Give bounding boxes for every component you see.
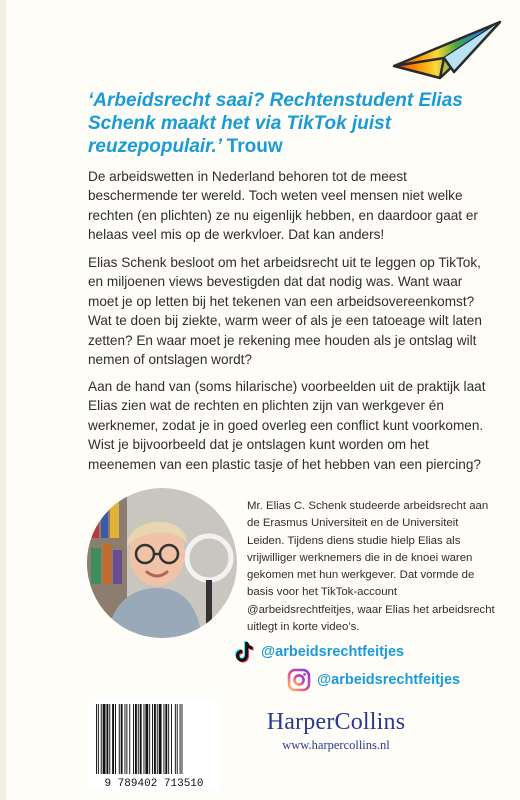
barcode-bar — [140, 704, 142, 774]
blurb-paragraph-3: Aan de hand van (soms hilarische) voorbeelden uit de praktijk laat Elias zien wat de rechten en plichten zijn van werkgever én werknemer, zodat je in goed overleg een conflict kunt voorkomen. Wist je bijvoorbeeld dat je ontslagen kunt worden om het meenemen van een plastic tasje of het hebben van een piercing? — [88, 379, 486, 472]
instagram-handle: @arbeidsrechtfeitjes — [317, 672, 461, 688]
barcode-bar — [115, 704, 116, 774]
paper-plane-rainbow-icon — [388, 8, 508, 88]
blurb-paragraph-1: De arbeidswetten in Nederland behoren tot de meest beschermende ter wereld. Toch weten veel mensen niet welke rechten (en plichten) ze nu eigenlijk hebben, en daardoor gaat er helaas veel mis op de werkvloer. Dat kan anders! — [88, 169, 478, 243]
barcode-bar — [145, 704, 148, 774]
barcode-bar — [157, 704, 158, 774]
quote-text: ‘Arbeidsrecht saai? Rechtenstudent Elias Schenk maakt het via TikTok juist reuzepopulair.’ — [88, 90, 463, 157]
barcode-bar — [96, 704, 97, 774]
publisher-url: www.harpercollins.nl — [282, 738, 390, 752]
author-bio: Mr. Elias C. Schenk studeerde arbeidsrecht aan de Erasmus Universiteit en de Universiteit Leiden. Tijdens diens studie hielp Elias als vrijwilliger werknemers die in de knoei waren gekomen met hun werkgever. Dat vormde de basis voor het TikTok-account @arbeidsrechtfeitjes, waar Elias het arbeidsrecht uitlegt in korte video’s. — [247, 500, 495, 634]
barcode-bar — [182, 704, 183, 774]
barcode-bar — [144, 704, 145, 774]
barcode-bar — [121, 704, 123, 774]
barcode-bar — [112, 704, 114, 774]
barcode-bar — [152, 704, 153, 774]
spine-edge — [0, 0, 6, 800]
barcode-bar — [135, 704, 137, 774]
barcode-bar — [168, 704, 169, 774]
barcode-bar — [159, 704, 162, 774]
barcode-bar — [125, 704, 126, 774]
barcode-bar — [119, 704, 120, 774]
barcode-bar — [103, 704, 106, 774]
isbn-barcode — [88, 700, 220, 790]
barcode-bar — [177, 704, 178, 774]
review-quote — [88, 89, 488, 158]
barcode-bar — [129, 704, 130, 774]
quote-source: Trouw — [226, 136, 283, 157]
instagram-icon — [287, 668, 311, 692]
blurb-paragraph-2: Elias Schenk besloot om het arbeidsrecht uit te leggen op TikTok, en miljoenen views bevestigden dat dat nodig was. Want waar moet je op letten bij het tekenen van een arbeidsovereenkomst? Wat te doen bij ziekte, warm weer of als je een tatoeage wilt laten zetten? En waar moet je rekening mee houden als je ontslag wilt nemen of ontslagen wordt? — [88, 255, 482, 368]
barcode-bar — [180, 704, 181, 774]
barcode-bar — [106, 704, 108, 774]
barcode-bar — [126, 704, 127, 774]
barcode-bar — [154, 704, 156, 774]
barcode-bar — [109, 704, 110, 774]
barcode-bar — [171, 704, 172, 774]
instagram-handle-row — [287, 668, 460, 692]
tiktok-icon — [233, 640, 255, 664]
barcode-bar — [163, 704, 164, 774]
barcode-bar — [175, 704, 176, 774]
publisher-name: HarperCollins — [266, 709, 406, 735]
tiktok-handle-row — [233, 640, 404, 664]
barcode-bar — [149, 704, 150, 774]
barcode-bar — [138, 704, 139, 774]
tiktok-handle: @arbeidsrechtfeitjes — [261, 644, 405, 660]
barcode-bar — [98, 704, 99, 774]
barcode-bar — [133, 704, 134, 774]
barcode-bar — [165, 704, 167, 774]
barcode-bar — [101, 704, 102, 774]
publisher-block — [261, 708, 411, 754]
isbn-number: 9 789402 713510 — [104, 778, 204, 790]
author-photo — [87, 488, 237, 638]
